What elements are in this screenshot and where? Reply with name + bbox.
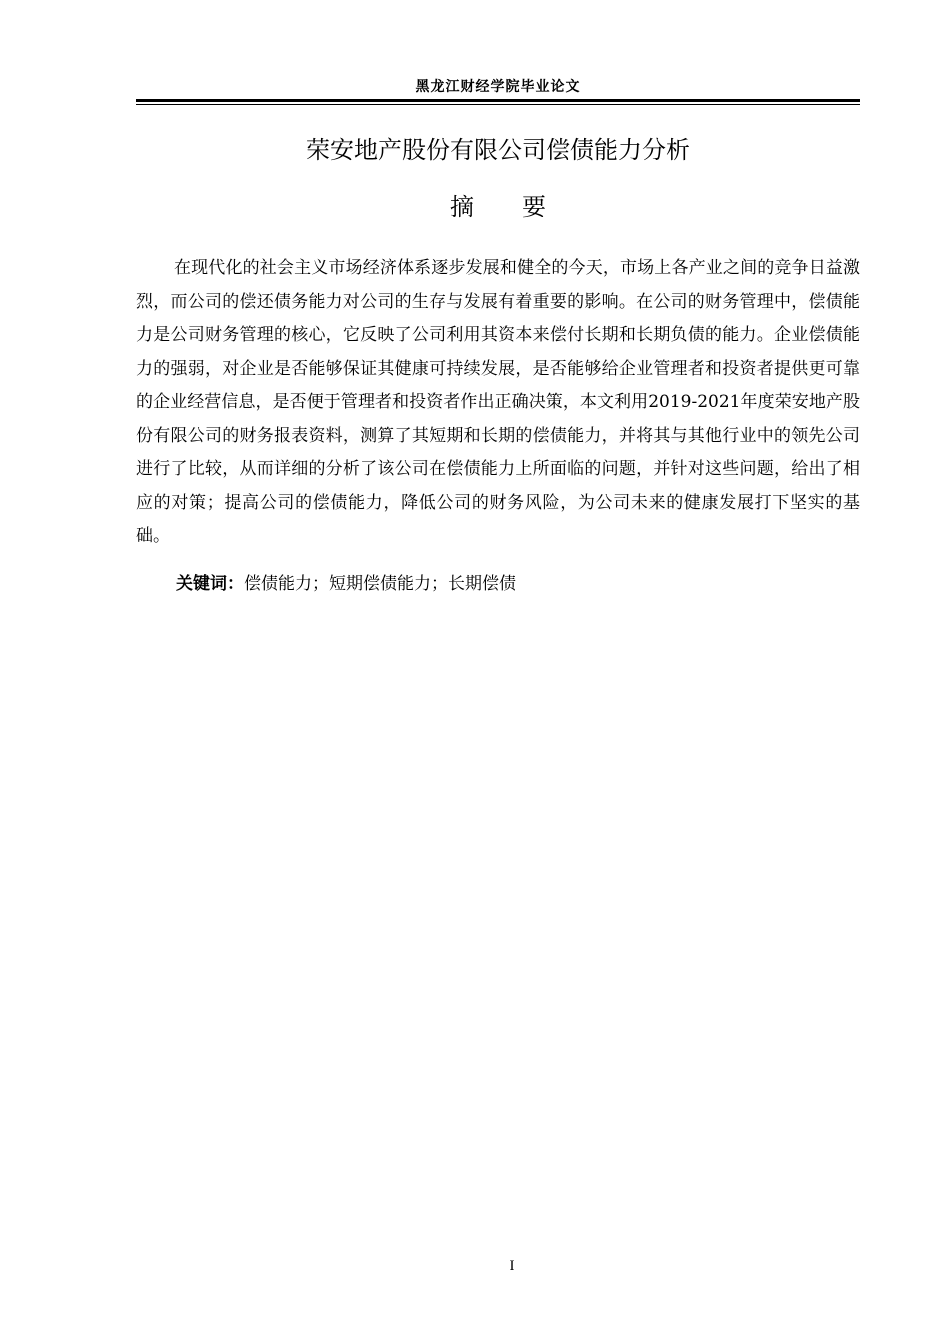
running-header: 黑龙江财经学院毕业论文 bbox=[415, 79, 581, 95]
paper-title: 荣安地产股份有限公司偿债能力分析 bbox=[306, 136, 690, 164]
keywords-value: 偿债能力；短期偿债能力；长期偿债 bbox=[244, 574, 516, 594]
page-number: I bbox=[509, 1258, 515, 1274]
keywords-label: 关键词： bbox=[176, 574, 244, 594]
abstract-body: 在现代化的社会主义市场经济体系逐步发展和健全的今天，市场上各产业之间的竞争日益激烈，而公司的偿还债务能力对公司的生存与发展有着重要的影响。在公司的财务管理中，偿债能力是公司财务管理的核心，它反映了公司利用其资本来偿付长期和长期负债的能力。企业偿债能力的强弱，对企业是否能够保证其健康可持续发展，是否能够给企业管理者和投资者提供更可靠的企业经营信息，是否便于管理者和投资者作出正确决策，本文利用2019-2021年度荣安地产股份有限公司的财务报表资料，测算了其短期和长期的偿债能力，并将其与其他行业中的领先公司进行了比较，从而详细的分析了该公司在偿债能力上所面临的问题，并针对这些问题，给出了相应的对策；提高公司的偿债能力，降低公司的财务风险，为公司未来的健康发展打下坚实的基础。 bbox=[136, 258, 860, 546]
abstract-heading: 摘要 bbox=[450, 193, 594, 221]
header-rule-thin bbox=[136, 104, 860, 105]
header-rule-thick bbox=[136, 99, 860, 102]
keywords-line bbox=[176, 568, 856, 601]
